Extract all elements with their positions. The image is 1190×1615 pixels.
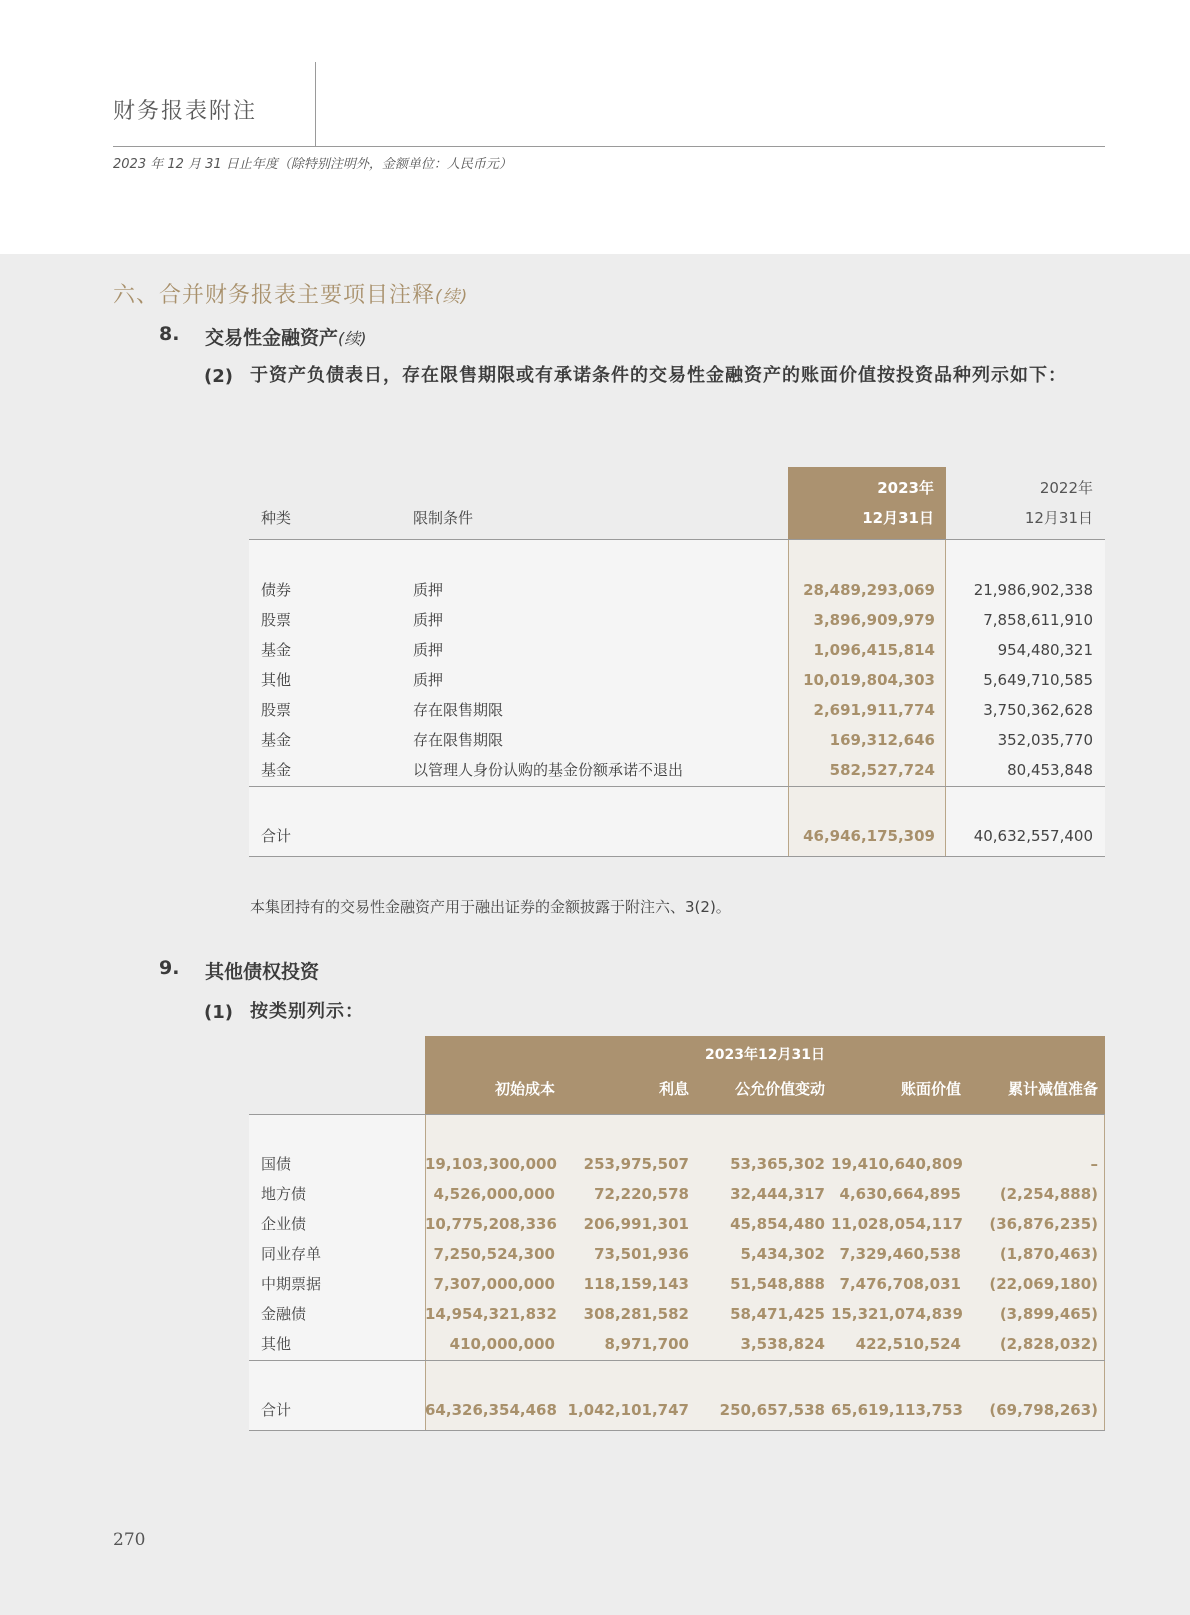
row-type: 股票 [261,611,292,629]
row-interest: 206,991,301 [583,1215,689,1233]
row-fair-value-change: 3,538,824 [740,1335,825,1353]
row-label: 国债 [261,1155,292,1173]
header-subtitle: 2023 年 12 月 31 日止年度（除特别注明外，金额单位：人民币元） [113,157,512,172]
row-condition: 质押 [413,641,444,659]
table1-col-type: 种类 [261,509,292,527]
row-fair-value-change: 51,548,888 [730,1275,825,1293]
total-value-2022: 40,632,557,400 [973,827,1093,845]
row-value-2022: 3,750,362,628 [983,701,1093,719]
row-impairment: (1,870,463) [999,1245,1098,1263]
row-condition: 存在限售期限 [413,701,504,719]
item-9-title: 其他债权投资 [205,961,320,983]
row-initial-cost: 7,250,524,300 [433,1245,555,1263]
section-title-cont: (续) [435,287,469,307]
table-row [249,605,1105,635]
row-value-2022: 80,453,848 [1007,761,1093,779]
other-debt-investments-table [249,1036,1105,1431]
table-row [249,1149,1105,1179]
page-number: 270 [113,1530,146,1550]
table1-col-2022 [946,473,1093,533]
table1-footnote: 本集团持有的交易性金融资产用于融出证券的金额披露于附注六、3(2)。 [250,898,731,916]
row-label: 企业债 [261,1215,307,1233]
row-label: 金融债 [261,1305,307,1323]
row-condition: 存在限售期限 [413,731,504,749]
table-row [249,755,1105,785]
row-carrying-value: 7,476,708,031 [839,1275,961,1293]
section-title [113,278,468,309]
table-row [249,1269,1105,1299]
table1-col-2022-date: 12月31日 [1024,509,1093,527]
total-impairment: (69,798,263) [989,1401,1098,1419]
table2-col-fair-value-change: 公允价值变动 [734,1080,825,1098]
table-row [249,1299,1105,1329]
row-condition: 以管理人身份认购的基金份额承诺不退出 [413,761,684,779]
row-initial-cost: 7,307,000,000 [433,1275,555,1293]
total-label: 合计 [261,1401,292,1419]
total-value-2023: 46,946,175,309 [803,827,935,845]
row-impairment: (22,069,180) [989,1275,1098,1293]
row-initial-cost: 4,526,000,000 [433,1185,555,1203]
item-9-number: 9. [159,957,180,979]
table-row [249,635,1105,665]
row-value-2022: 21,986,902,338 [973,581,1093,599]
table1-col-2023-date: 12月31日 [862,509,934,527]
row-impairment: (36,876,235) [989,1215,1098,1233]
row-condition: 质押 [413,611,444,629]
total-initial-cost: 64,326,354,468 [425,1401,557,1419]
row-value-2023: 2,691,911,774 [813,701,935,719]
item-8-cont: (续) [338,329,367,348]
item-8-number: 8. [159,323,180,345]
total-label: 合计 [261,827,292,845]
row-value-2023: 10,019,804,303 [803,671,935,689]
row-label: 其他 [261,1335,292,1353]
row-value-2023: 1,096,415,814 [813,641,935,659]
table2-col-interest: 利息 [658,1080,689,1098]
row-carrying-value: 422,510,524 [855,1335,961,1353]
item-9-sub-text: 按类别列示： [250,1001,364,1022]
row-type: 基金 [261,761,292,779]
table-row [249,725,1105,755]
row-value-2022: 5,649,710,585 [983,671,1093,689]
table1-col-condition: 限制条件 [413,509,474,527]
row-initial-cost: 19,103,300,000 [425,1155,557,1173]
row-interest: 8,971,700 [604,1335,689,1353]
row-type: 基金 [261,641,292,659]
row-value-2023: 582,527,724 [829,761,935,779]
total-carrying-value: 65,619,113,753 [831,1401,963,1419]
row-initial-cost: 10,775,208,336 [425,1215,557,1233]
section-title-text: 六、合并财务报表主要项目注释 [113,283,436,308]
row-value-2023: 3,896,909,979 [813,611,935,629]
row-initial-cost: 14,954,321,832 [425,1305,557,1323]
row-value-2023: 169,312,646 [829,731,935,749]
row-value-2022: 954,480,321 [997,641,1093,659]
header-divider-horizontal [113,146,1105,147]
row-carrying-value: 19,410,640,809 [831,1155,963,1173]
row-initial-cost: 410,000,000 [449,1335,555,1353]
row-interest: 73,501,936 [594,1245,689,1263]
row-fair-value-change: 58,471,425 [730,1305,825,1323]
row-value-2022: 7,858,611,910 [983,611,1093,629]
restricted-assets-table [249,467,1105,857]
row-type: 其他 [261,671,292,689]
table2-total-rule [249,1360,1105,1361]
row-impairment: (3,899,465) [999,1305,1098,1323]
table1-total-row [249,821,1105,851]
row-interest: 308,281,582 [583,1305,689,1323]
item-9-sub-number: (1) [204,1002,233,1023]
row-value-2023: 28,489,293,069 [803,581,935,599]
row-label: 同业存单 [261,1245,322,1263]
item-8-title: 交易性金融资产 [205,327,339,349]
table-row [249,695,1105,725]
table2-total-row [249,1395,1105,1425]
table2-period-title: 2023年12月31日 [705,1047,825,1063]
row-fair-value-change: 45,854,480 [730,1215,825,1233]
row-carrying-value: 15,321,074,839 [831,1305,963,1323]
table2-col-initial-cost: 初始成本 [494,1080,555,1098]
row-impairment: (2,254,888) [999,1185,1098,1203]
table1-bottom-rule [249,856,1105,857]
table1-col-2023-year: 2023年 [877,479,934,497]
table1-col-2022-year: 2022年 [1039,479,1093,497]
item-8-sub-text: 于资产负债表日，存在限售期限或有承诺条件的交易性金融资产的账面价值按投资品种列示如下： [250,365,1067,386]
row-condition: 质押 [413,671,444,689]
row-fair-value-change: 32,444,317 [730,1185,825,1203]
table1-col-2023 [788,473,934,533]
item-8-sub-number: (2) [204,366,233,387]
row-fair-value-change: 5,434,302 [740,1245,825,1263]
total-fair-value-change: 250,657,538 [719,1401,825,1419]
table-row [249,1239,1105,1269]
row-type: 基金 [261,731,292,749]
table-row [249,1179,1105,1209]
header-divider-vertical [315,62,316,146]
row-interest: 118,159,143 [583,1275,689,1293]
row-label: 中期票据 [261,1275,322,1293]
row-carrying-value: 7,329,460,538 [839,1245,961,1263]
table2-col-impairment: 累计减值准备 [1007,1080,1098,1098]
page-header-area [0,0,1190,254]
total-interest: 1,042,101,747 [567,1401,689,1419]
row-label: 地方债 [261,1185,307,1203]
table2-bottom-rule [249,1430,1105,1431]
table2-col-carrying-value: 账面价值 [900,1080,961,1098]
row-carrying-value: 11,028,054,117 [831,1215,963,1233]
row-impairment: (2,828,032) [999,1335,1098,1353]
table-row [249,665,1105,695]
table-row [249,1209,1105,1239]
row-interest: 72,220,578 [594,1185,689,1203]
row-interest: 253,975,507 [583,1155,689,1173]
table-row [249,575,1105,605]
table1-header-rule [249,539,1105,540]
row-impairment: – [1090,1155,1098,1173]
row-condition: 质押 [413,581,444,599]
header-title: 财务报表附注 [113,99,258,124]
row-carrying-value: 4,630,664,895 [839,1185,961,1203]
table-row [249,1329,1105,1359]
row-value-2022: 352,035,770 [997,731,1093,749]
table1-total-rule [249,786,1105,787]
row-fair-value-change: 53,365,302 [730,1155,825,1173]
row-type: 股票 [261,701,292,719]
table2-header-rule [249,1114,1105,1115]
row-type: 债券 [261,581,292,599]
